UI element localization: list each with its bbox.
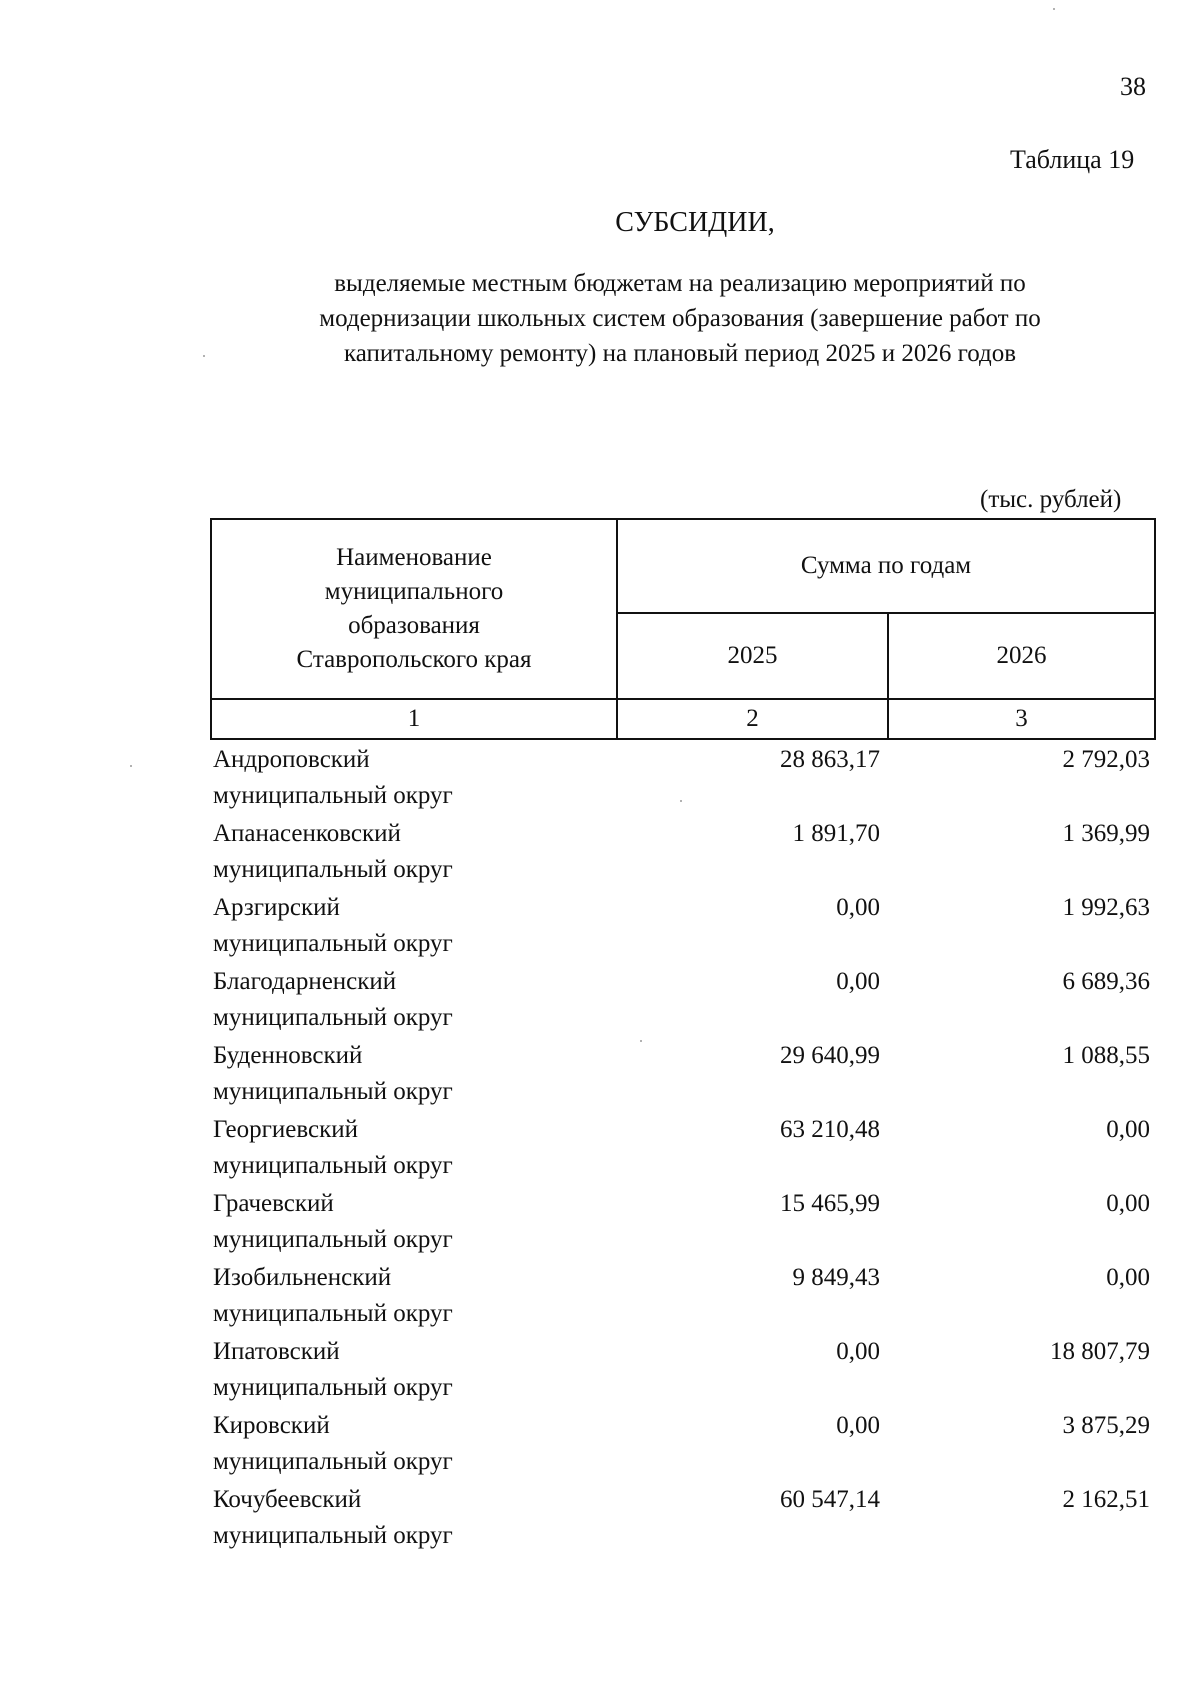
municipality-type: муниципальный округ — [213, 1522, 453, 1549]
municipality-type: муниципальный округ — [213, 1448, 453, 1475]
amount-2026: 3 875,29 — [1062, 1412, 1150, 1439]
municipality-name: Арзгирский — [213, 894, 340, 921]
subtitle-line: выделяемые местным бюджетам на реализацию мероприятий по — [334, 270, 1026, 297]
table-row-name — [213, 816, 613, 888]
municipality-name: Кочубеевский — [213, 1486, 362, 1513]
municipality-name: Кировский — [213, 1412, 330, 1439]
municipality-name: Андроповский — [213, 746, 370, 773]
table-row-name — [213, 1186, 613, 1258]
table-header — [210, 518, 1156, 740]
column-number-2: 2 — [617, 699, 888, 739]
amount-2026: 1 992,63 — [1062, 894, 1150, 921]
amount-2025: 0,00 — [836, 1412, 880, 1439]
amount-2025: 60 547,14 — [780, 1486, 880, 1513]
subtitle-line: капитальному ремонту) на плановый период 2025 и 2026 годов — [343, 340, 1017, 367]
municipality-type: муниципальный округ — [213, 856, 453, 883]
amount-2025: 63 210,48 — [780, 1116, 880, 1143]
amount-2025: 9 849,43 — [792, 1264, 880, 1291]
municipality-name: Георгиевский — [213, 1116, 359, 1143]
table-row-name — [213, 1408, 613, 1480]
page-number: 38 — [1120, 72, 1146, 101]
municipality-name: Апанасенковский — [213, 820, 401, 847]
municipality-type: муниципальный округ — [213, 1300, 453, 1327]
municipality-type: муниципальный округ — [213, 1078, 453, 1105]
header-name-line: Наименование — [336, 544, 492, 571]
header-sum-cell: Сумма по годам — [617, 519, 1155, 613]
units-label: (тыс. рублей) — [980, 486, 1122, 513]
municipality-name: Ипатовский — [213, 1338, 340, 1365]
municipality-name: Буденновский — [213, 1042, 363, 1069]
amount-2025: 29 640,99 — [780, 1042, 880, 1069]
municipality-name: Изобильненский — [213, 1264, 392, 1291]
table-row-name — [213, 742, 613, 814]
municipality-type: муниципальный округ — [213, 1004, 453, 1031]
header-year-2026: 2026 — [888, 613, 1155, 699]
table-row-name — [213, 1334, 613, 1406]
table-row-name — [213, 890, 613, 962]
subtitle-line: модернизации школьных систем образования (завершение работ по — [319, 305, 1041, 332]
table-label: Таблица 19 — [1010, 145, 1135, 174]
amount-2026: 6 689,36 — [1062, 968, 1150, 995]
municipality-type: муниципальный округ — [213, 1226, 453, 1253]
amount-2026: 0,00 — [1106, 1190, 1150, 1217]
table-row-name — [213, 1482, 613, 1554]
municipality-type: муниципальный округ — [213, 782, 453, 809]
amount-2025: 28 863,17 — [780, 746, 880, 773]
amount-2025: 0,00 — [836, 894, 880, 921]
column-number-1: 1 — [211, 699, 617, 739]
amount-2026: 18 807,79 — [1050, 1338, 1150, 1365]
municipality-name: Грачевский — [213, 1190, 334, 1217]
amount-2025: 0,00 — [836, 968, 880, 995]
amount-2026: 2 162,51 — [1062, 1486, 1150, 1513]
amount-2025: 0,00 — [836, 1338, 880, 1365]
table-row-name — [213, 1112, 613, 1184]
municipality-type: муниципальный округ — [213, 930, 453, 957]
amount-2026: 2 792,03 — [1062, 746, 1150, 773]
amount-2026: 1 369,99 — [1062, 820, 1150, 847]
header-year-2025: 2025 — [617, 613, 888, 699]
column-number-3: 3 — [888, 699, 1155, 739]
municipality-type: муниципальный округ — [213, 1152, 453, 1179]
amount-2026: 0,00 — [1106, 1264, 1150, 1291]
header-name-line: Ставропольского края — [296, 646, 532, 673]
table-row-name — [213, 1260, 613, 1332]
amount-2026: 1 088,55 — [1062, 1042, 1150, 1069]
document-title: СУБСИДИИ, — [615, 207, 775, 238]
amount-2025: 1 891,70 — [792, 820, 880, 847]
municipality-type: муниципальный округ — [213, 1374, 453, 1401]
header-name-line: образования — [348, 612, 480, 639]
table-row-name — [213, 1038, 613, 1110]
municipality-name: Благодарненский — [213, 968, 397, 995]
document-subtitle — [200, 266, 1160, 371]
header-name-cell — [211, 519, 617, 699]
amount-2026: 0,00 — [1106, 1116, 1150, 1143]
amount-2025: 15 465,99 — [780, 1190, 880, 1217]
header-name-line: муниципального — [324, 578, 504, 605]
table-row-name — [213, 964, 613, 1036]
